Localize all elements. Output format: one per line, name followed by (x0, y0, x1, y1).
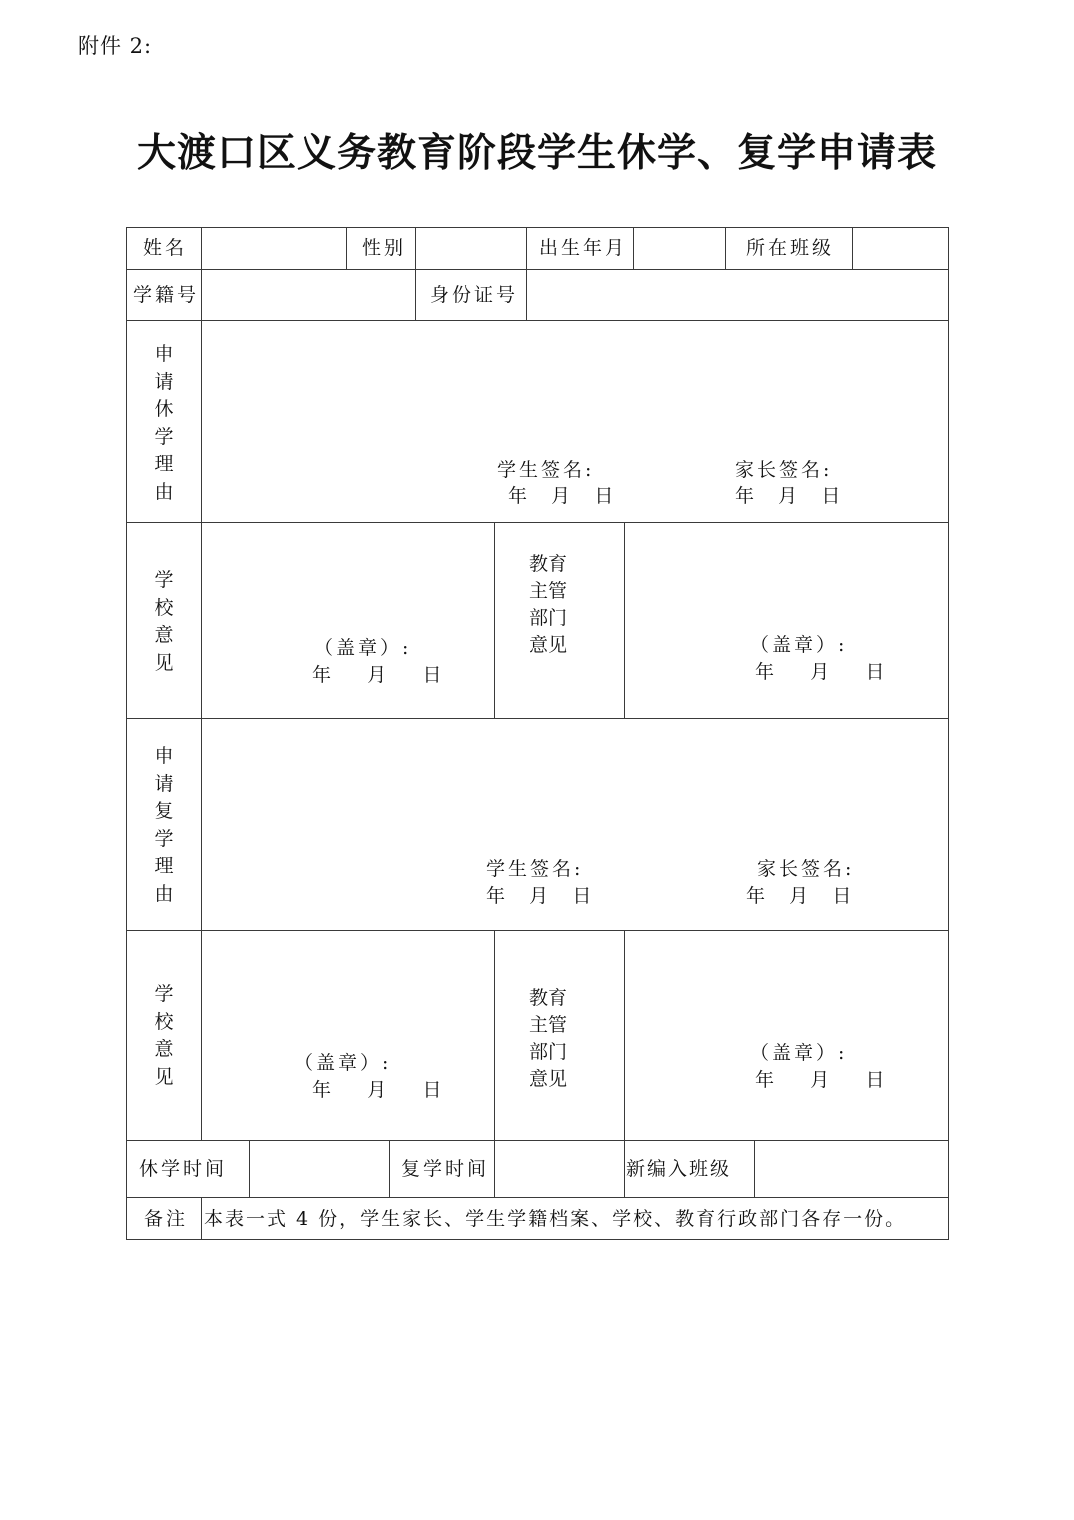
suspend-student-date: 年 月 日 (508, 485, 614, 507)
remark-label-cell (126, 1197, 202, 1240)
gender-label: 性别 (362, 237, 407, 259)
id-card-field[interactable] (526, 269, 949, 321)
suspend-parent-date: 年 月 日 (735, 485, 841, 507)
resume-time-field[interactable] (494, 1140, 625, 1198)
school-opinion-2-label-cell (126, 930, 202, 1141)
new-class-field[interactable] (754, 1140, 949, 1198)
suspend-time-field[interactable] (249, 1140, 390, 1198)
attachment-label: 附件 2: (78, 34, 153, 58)
edu-opinion-1-label: 教育 主管 部门 意见 (529, 553, 568, 656)
suspend-reason-field[interactable] (201, 320, 949, 523)
edu-opinion-2-seal: （盖章）: (750, 1042, 848, 1064)
gender-field[interactable] (415, 227, 527, 270)
new-class-label-cell (624, 1140, 755, 1198)
edu-opinion-2-field[interactable] (624, 930, 949, 1141)
resume-student-sign: 学生签名: (486, 858, 584, 880)
school-opinion-2-field[interactable] (201, 930, 495, 1141)
edu-opinion-1-field[interactable] (624, 522, 949, 719)
edu-opinion-1-date: 年 月 日 (755, 661, 885, 683)
resume-parent-date: 年 月 日 (746, 885, 852, 907)
suspend-time-label-cell (126, 1140, 250, 1198)
student-id-field[interactable] (201, 269, 416, 321)
suspend-reason-label-cell (126, 320, 202, 523)
suspend-student-sign: 学生签名: (497, 459, 595, 481)
resume-reason-field[interactable] (201, 718, 949, 931)
resume-parent-sign: 家长签名: (757, 858, 855, 880)
class-label-cell (725, 227, 853, 270)
birth-label: 出生年月 (539, 237, 628, 259)
school-opinion-2-date: 年 月 日 (312, 1079, 442, 1101)
form-title: 大渡口区义务教育阶段学生休学、复学申请表 (136, 131, 937, 176)
school-opinion-2-seal: （盖章）: (294, 1052, 392, 1074)
edu-opinion-1-label-cell (494, 522, 625, 719)
name-field[interactable] (201, 227, 347, 270)
school-opinion-1-label-cell (126, 522, 202, 719)
resume-student-date: 年 月 日 (486, 885, 592, 907)
remark-text-cell (201, 1197, 949, 1240)
school-opinion-1-label: 学校意见 (154, 569, 174, 674)
suspend-reason-label: 申请休学理由 (154, 343, 174, 503)
resume-time-label-cell (389, 1140, 495, 1198)
resume-reason-label-cell (126, 718, 202, 931)
name-label-cell (126, 227, 202, 270)
birth-field[interactable] (633, 227, 726, 270)
name-label: 姓名 (143, 237, 188, 259)
suspend-time-label: 休学时间 (139, 1158, 228, 1180)
edu-opinion-2-label: 教育 主管 部门 意见 (529, 987, 568, 1090)
edu-opinion-1-seal: （盖章）: (750, 634, 848, 656)
id-card-label-cell (415, 269, 527, 321)
class-label: 所在班级 (746, 237, 835, 259)
edu-opinion-2-label-cell (494, 930, 625, 1141)
id-card-label: 身份证号 (430, 284, 519, 306)
resume-reason-label: 申请复学理由 (154, 745, 174, 905)
remark-text: 本表一式 4 份，学生家长、学生学籍档案、学校、教育行政部门各存一份。 (204, 1208, 907, 1230)
student-id-label-cell (126, 269, 202, 321)
suspend-parent-sign: 家长签名: (735, 459, 833, 481)
edu-opinion-2-date: 年 月 日 (755, 1069, 885, 1091)
gender-label-cell (346, 227, 416, 270)
school-opinion-1-date: 年 月 日 (312, 664, 442, 686)
class-field[interactable] (852, 227, 949, 270)
student-id-label: 学籍号 (133, 284, 200, 306)
school-opinion-1-seal: （盖章）: (314, 637, 412, 659)
birth-label-cell (526, 227, 634, 270)
resume-time-label: 复学时间 (401, 1158, 490, 1180)
school-opinion-2-label: 学校意见 (154, 983, 174, 1088)
school-opinion-1-field[interactable] (201, 522, 495, 719)
new-class-label: 新编入班级 (626, 1158, 732, 1180)
remark-label: 备注 (144, 1208, 189, 1230)
